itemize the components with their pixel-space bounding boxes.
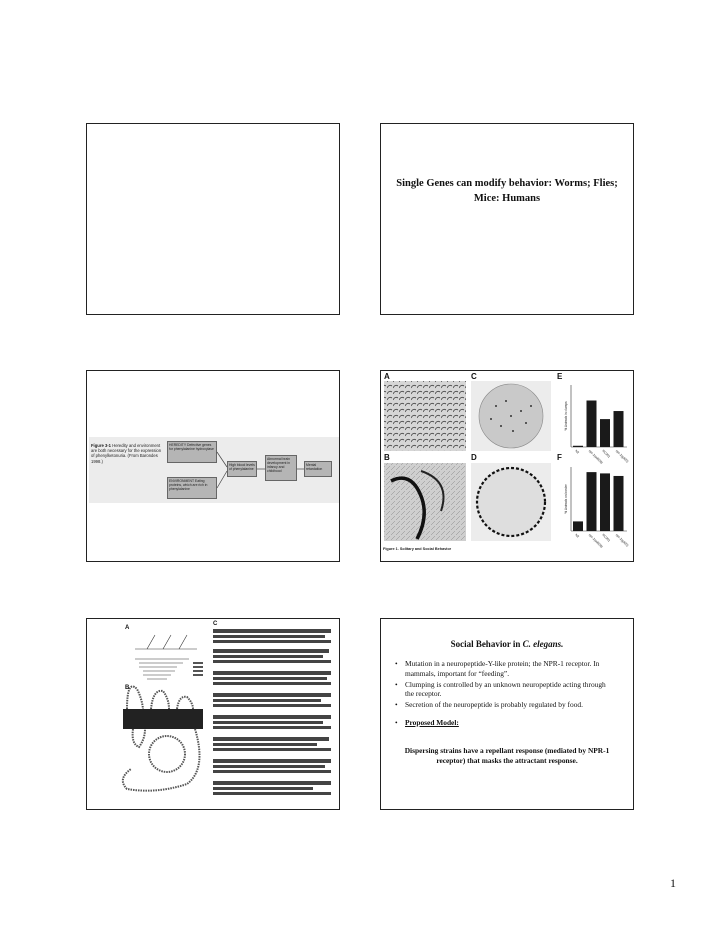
bar-f-3 bbox=[614, 476, 624, 531]
pku-flow-figure bbox=[89, 437, 339, 503]
tick-label-f-3: npr-1(g320) bbox=[614, 532, 630, 548]
model-text: Dispersing strains have a repellant response (mediated by NPR-1 receptor) that masks the attractant response. bbox=[404, 746, 610, 765]
figure-1-caption: Figure 1. Solitary and Social Behavior bbox=[383, 547, 452, 551]
bullet-item: • Clumping is controlled by an unknown neuropeptide acting through the receptor. bbox=[395, 680, 613, 700]
npr1-structure-figure bbox=[87, 619, 340, 810]
bar-e-2 bbox=[600, 419, 610, 447]
flow-arrows bbox=[89, 437, 339, 503]
panel-label-b: B bbox=[384, 453, 390, 462]
proposed-model-heading: Proposed Model: bbox=[405, 717, 459, 727]
page-number: 1 bbox=[670, 876, 676, 890]
slide-6 bbox=[380, 618, 634, 810]
tick-label-e-2: RC301 bbox=[601, 448, 612, 459]
slide-1-blank bbox=[86, 123, 340, 315]
panel-label-a: A bbox=[125, 625, 130, 631]
bullet-item-proposed bbox=[395, 718, 613, 728]
slide-6-title-prefix: Social Behavior in bbox=[450, 639, 523, 649]
retardation-box: Mental retardation bbox=[304, 461, 332, 477]
slide-6-title bbox=[391, 639, 623, 649]
brain-development-box: Abnormal brain development in infancy and childhood bbox=[265, 455, 297, 481]
tick-label-f-2: RC301 bbox=[601, 532, 612, 543]
panel-label-f: F bbox=[557, 453, 562, 462]
bar-e-0 bbox=[573, 446, 583, 447]
panel-label-b: B bbox=[125, 685, 130, 691]
slide-5 bbox=[86, 618, 340, 810]
bullet-list bbox=[395, 659, 613, 729]
slide-3 bbox=[86, 370, 340, 562]
bar-e-3 bbox=[614, 411, 624, 447]
chart-f-bars bbox=[564, 472, 629, 549]
chart-e-bars bbox=[564, 401, 629, 465]
heredity-box: HEREDITY Defective genes for phenylalanine hydroxylase bbox=[167, 441, 217, 463]
tick-label-f-1: npr-1(ad609) bbox=[587, 532, 604, 549]
blood-levels-box: High blood levels of phenylalanine bbox=[227, 461, 257, 477]
tick-label-f-0: N2 bbox=[574, 532, 581, 539]
bar-f-1 bbox=[587, 472, 597, 531]
panel-label-e: E bbox=[557, 372, 563, 381]
environment-box: ENVIRONMENT Eating proteins, which are rich in phenylalanine bbox=[167, 477, 217, 499]
slide-2 bbox=[380, 123, 634, 315]
panel-label-c: C bbox=[213, 621, 218, 627]
bullet-item: • Secretion of the neuropeptide is probably regulated by food. bbox=[395, 700, 613, 710]
panel-b-image bbox=[384, 463, 466, 541]
figure-caption-text: Heredity and environment are both necessary for the expression of phenylketonuria. (From Barondes 1998.) bbox=[91, 443, 162, 464]
panel-label-d: D bbox=[471, 453, 477, 462]
species-name: C. elegans. bbox=[522, 639, 564, 649]
panel-label-a: A bbox=[384, 372, 390, 381]
ylabel-f: % Animals on border bbox=[564, 484, 568, 514]
tick-label-e-1: npr-1(ad609) bbox=[587, 448, 604, 465]
bar-f-0 bbox=[573, 521, 583, 531]
slide-4 bbox=[380, 370, 634, 562]
panel-label-c: C bbox=[471, 372, 477, 381]
tick-label-e-3: npr-1(g320) bbox=[614, 448, 630, 464]
bullet-item: • Mutation in a neuropeptide-Y-like protein; the NPR-1 receptor. In mammals, important for “feeding”. bbox=[395, 659, 613, 679]
panel-a-image bbox=[384, 381, 466, 451]
worm-behavior-figure bbox=[381, 371, 634, 562]
tick-label-e-0: N2 bbox=[574, 448, 581, 455]
bar-e-1 bbox=[587, 401, 597, 448]
bar-f-2 bbox=[600, 473, 610, 531]
figure-title: Figure 3-1 bbox=[91, 443, 112, 448]
ylabel-e: % Animals in clumps bbox=[564, 401, 568, 431]
slide-2-title: Single Genes can modify behavior: Worms; Flies; Mice: Humans bbox=[396, 178, 618, 204]
